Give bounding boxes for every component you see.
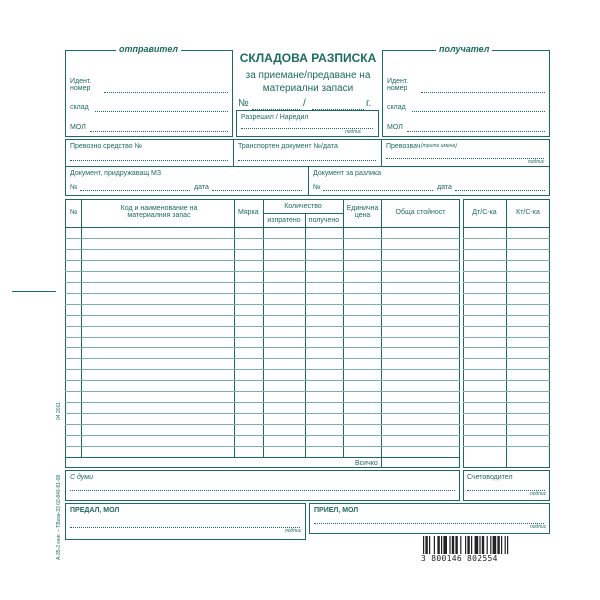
received-label: ПРИЕЛ, МОЛ [314, 507, 359, 514]
table-row [65, 391, 460, 392]
account-row [463, 347, 550, 348]
received-signature: подпис [530, 524, 547, 530]
table-row [65, 337, 460, 338]
sender-mol-label: МОЛ [70, 124, 86, 131]
year-label: г. [366, 98, 372, 109]
form-subtitle-2: материални запаси [262, 83, 354, 94]
account-row [463, 446, 550, 447]
col-price: Единична цена [346, 205, 379, 219]
account-row [463, 380, 550, 381]
number-slash: / [303, 98, 306, 109]
number-label: № [238, 98, 249, 109]
transport-doc-field[interactable] [238, 160, 376, 161]
barcode-bar [443, 536, 447, 554]
table-row [65, 282, 460, 283]
table-row [65, 238, 460, 239]
col-kt: Кт/С-ка [516, 209, 540, 216]
account-row [463, 315, 550, 316]
doc-mz-no-label: № [70, 184, 78, 191]
barcode-bar [429, 536, 430, 554]
receiver-mol-field[interactable] [407, 131, 545, 132]
account-row [463, 249, 550, 250]
table-row [65, 260, 460, 261]
receiver-box [382, 50, 550, 137]
handed-over-field[interactable] [70, 527, 300, 528]
account-row [463, 435, 550, 436]
account-row [463, 293, 550, 294]
barcode-bar [467, 536, 469, 554]
col-code: Код и наименование на материалния запас [120, 205, 198, 219]
table-row [65, 358, 460, 359]
handed-over-label: ПРЕДАЛ, МОЛ [70, 507, 120, 514]
doc-mz-no-field[interactable] [80, 190, 190, 191]
account-row [463, 391, 550, 392]
table-row [65, 413, 460, 414]
col-received: получено [308, 217, 340, 224]
receiver-warehouse-label: склад [387, 104, 406, 111]
receiver-id-label: Идент. номер [387, 78, 409, 92]
table-row [65, 293, 460, 294]
barcode-bar [460, 536, 461, 554]
account-row [463, 238, 550, 239]
barcode-bar [497, 536, 499, 554]
in-words-label: С думи [70, 474, 93, 481]
form-subtitle-1: за приемане/предаване на [245, 70, 371, 81]
barcode-bar [423, 536, 424, 554]
accountant-label: Счетоводител [467, 474, 513, 481]
table-row [65, 249, 460, 250]
in-words-field[interactable] [70, 490, 455, 491]
account-row [463, 326, 550, 327]
table-row [65, 446, 460, 447]
account-row [463, 282, 550, 283]
in-words-box [65, 470, 460, 501]
total-label: Всичко [355, 460, 378, 467]
account-row [463, 413, 550, 414]
edge-mark [12, 291, 56, 292]
receiver-mol-label: МОЛ [387, 124, 403, 131]
account-row [463, 358, 550, 359]
table-row [65, 402, 460, 403]
table-row [65, 347, 460, 348]
table-row [65, 315, 460, 316]
table-row [65, 326, 460, 327]
account-row [463, 271, 550, 272]
account-row [463, 402, 550, 403]
date-code: 04 2011 [56, 402, 62, 420]
account-row [463, 369, 550, 370]
handed-over-signature: подпис [285, 528, 302, 534]
receiver-warehouse-field[interactable] [412, 111, 545, 112]
doc-mz-date-label: дата [194, 184, 209, 191]
doc-mz-date-field[interactable] [212, 190, 302, 191]
vehicle-field[interactable] [70, 160, 228, 161]
barcode-bar [490, 536, 491, 554]
barcode-bar [482, 536, 484, 554]
barcode-bar [493, 536, 497, 554]
barcode-bar [479, 536, 480, 554]
print-code: А-35-2 книг. – ТВиза-33 02-846-81-08 [56, 474, 62, 560]
barcode-bar [465, 536, 466, 554]
barcode-bar [507, 536, 508, 554]
barcode-bar [505, 536, 506, 554]
carrier-hint: (трите имена) [421, 143, 457, 149]
table-row [65, 304, 460, 305]
col-qty: Количество [284, 203, 322, 210]
table-row [65, 271, 460, 272]
account-row [463, 337, 550, 338]
sender-mol-field[interactable] [90, 131, 228, 132]
carrier-signature: подпис [528, 159, 545, 165]
transport-doc-label: Транспортен документ №/дата [238, 143, 338, 150]
barcode-bar [437, 536, 439, 554]
authorized-label: Разрешил / Нарeдил [241, 114, 309, 121]
barcode-digits: 3 800146 802554 [421, 554, 498, 563]
received-field[interactable] [314, 523, 544, 524]
col-dt: Дт/С-ка [472, 209, 497, 216]
doc-mz-label: Документ, придружаващ МЗ [70, 170, 162, 177]
authorized-signature: подпис [345, 129, 362, 135]
barcode-bar [487, 536, 488, 554]
sender-warehouse-label: склад [70, 104, 89, 111]
doc-diff-date-field[interactable] [455, 190, 545, 191]
doc-diff-no-label: № [313, 184, 321, 191]
col-unit: Мярка [238, 209, 259, 216]
doc-diff-no-field[interactable] [323, 190, 433, 191]
table-row [65, 380, 460, 381]
account-row [463, 304, 550, 305]
barcode [421, 536, 551, 554]
receiver-title: получател [436, 45, 492, 54]
col-no: № [70, 209, 78, 216]
barcode-bar [441, 536, 442, 554]
col-sent: изпратено [267, 217, 301, 224]
barcode-bar [501, 536, 502, 554]
accountant-signature: подпис [530, 491, 547, 497]
barcode-bar [471, 536, 472, 554]
sender-warehouse-field[interactable] [95, 111, 228, 112]
doc-diff-label: Документ за разлика [313, 170, 381, 177]
account-row [463, 260, 550, 261]
sender-id-label: Идент. номер [70, 78, 92, 92]
sender-box [65, 50, 233, 137]
barcode-bar [449, 536, 450, 554]
account-row [463, 424, 550, 425]
table-row [65, 424, 460, 425]
carrier-label: Превозвач [386, 143, 421, 150]
barcode-bar [475, 536, 479, 554]
doc-diff-date-label: дата [437, 184, 452, 191]
form-title: СКЛАДОВА РАЗПИСКА [239, 51, 377, 65]
table-row [65, 369, 460, 370]
table-row [65, 435, 460, 436]
sender-id-field[interactable] [104, 92, 228, 93]
barcode-bar [425, 536, 427, 554]
carrier-field[interactable] [386, 158, 544, 159]
receiver-id-field[interactable] [421, 92, 545, 93]
vehicle-label: Превозно средство № [70, 143, 143, 150]
barcode-bar [452, 536, 454, 554]
barcode-bar [455, 536, 457, 554]
sender-title: отправител [116, 45, 181, 54]
col-total: Обща стойност [395, 209, 446, 216]
barcode-bar [434, 536, 435, 554]
